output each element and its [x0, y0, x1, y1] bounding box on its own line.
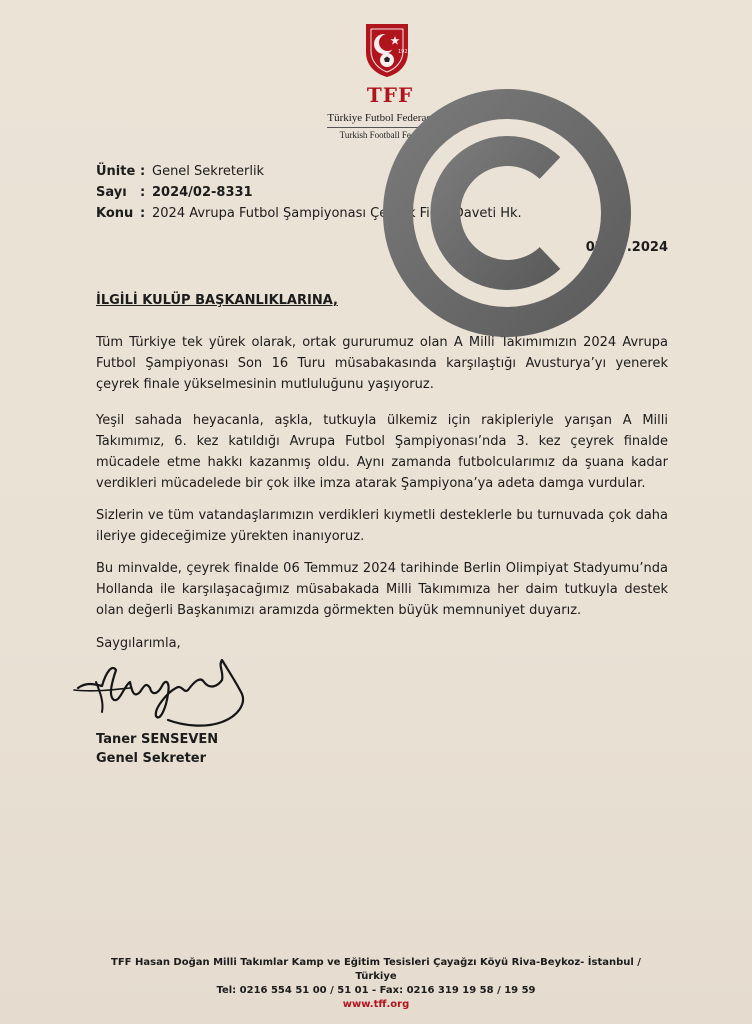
federation-name-en: Turkish Football Federation — [339, 130, 441, 140]
addressee: İLGİLİ KULÜP BAŞKANLIKLARINA, — [96, 293, 338, 308]
signer-block — [96, 730, 218, 768]
crest-year: 1923 — [398, 49, 411, 55]
federation-name-tr: Türkiye Futbol Federasyonu — [327, 111, 452, 128]
signer-name: Taner SENSEVEN — [96, 732, 219, 747]
footer-phone: Tel: 0216 554 51 00 / 51 01 - Fax: 0216 319 19 58 / 19 59 — [216, 985, 536, 996]
meta-unit-value: Genel Sekreterlik — [152, 164, 265, 179]
body-paragraph-4: Bu minvalde, çeyrek finalde 06 Temmuz 2024 tarihinde Berlin Olimpiyat Stadyumu’nda Hollanda ile karşılaşacağımız müsabakada Milli Takımımıza her daim tutkuyla destek olan değerli Başkanımızı aramızda görmekten büyük memnuniyet duyarız. — [96, 561, 668, 618]
footer-website-link[interactable]: www.tff.org — [342, 999, 410, 1010]
meta-subject-label: Konu — [96, 206, 134, 221]
body-paragraph-1: Tüm Türkiye tek yürek olarak, ortak gururumuz olan A Milli Takımımızın 2024 Avrupa Futbol Şampiyonası Son 16 Turu müsabakasında karşılaştığı Avusturya’yı yenerek çeyrek finale yükselmesinin mutluluğunu yaşıyoruz. — [96, 335, 668, 392]
letter-footer — [96, 956, 656, 1012]
meta-separator: : — [140, 185, 146, 200]
meta-number-value: 2024/02-8331 — [152, 185, 253, 200]
letter-date: 02.07.2024 — [585, 240, 668, 255]
handwritten-signature — [72, 642, 250, 732]
meta-separator: : — [140, 206, 146, 221]
copyright-watermark — [382, 88, 632, 338]
meta-number-label: Sayı — [96, 185, 127, 200]
body-paragraph-3: Sizlerin ve tüm vatandaşlarımızın verdikleri kıymetli desteklerle bu turnuvada çok daha ileriye gideceğimize yürekten inanıyoruz. — [96, 508, 668, 544]
meta-separator: : — [140, 164, 146, 179]
signer-title: Genel Sekreter — [96, 751, 207, 766]
footer-address: TFF Hasan Doğan Milli Takımlar Kamp ve Eğitim Tesisleri Çayağzı Köyü Riva-Beykoz- İstanbul / Türkiye — [111, 957, 641, 982]
body-paragraph-2: Yeşil sahada heyacanla, aşkla, tutkuyla ülkemiz için rakipleriyle yarışan A Milli Takımımız, 6. kez katıldığı Avrupa Futbol Şampiyonası’nda 3. kez çeyrek finalde mücadele etme hakkı kazanmış oldu. Aynı zamanda futbolcularımız da şuana kadar verdikleri mücadelede bir çok ilke imza atarak Şampiyona’ya adeta damga vurdular. — [96, 413, 668, 491]
tff-abbreviation: TFF — [366, 83, 414, 107]
meta-subject-value: 2024 Avrupa Futbol Şampiyonası Çeyrek Final Daveti Hk. — [152, 206, 522, 221]
closing-salutation: Saygılarımla, — [96, 636, 181, 651]
meta-unit-label: Ünite — [96, 164, 136, 179]
tff-crest-logo — [362, 22, 412, 78]
